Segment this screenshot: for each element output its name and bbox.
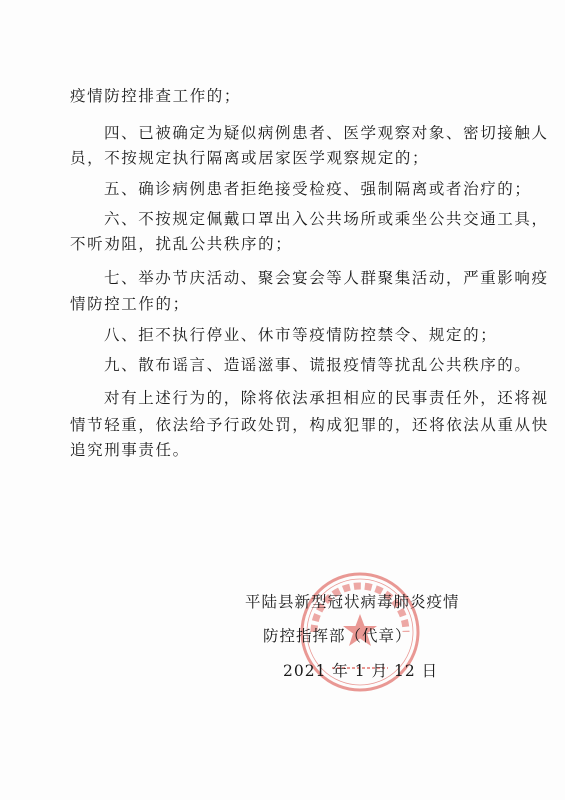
body-line-5: 六、不按规定佩戴口罩出入公共场所或乘坐公共交通工具， <box>104 210 549 228</box>
body-line-2: 四、已被确定为疑似病例患者、医学观察对象、密切接触人 <box>104 124 549 142</box>
signature-date: 2021 年 1 月 12 日 <box>283 662 439 680</box>
body-line-3: 员，不按规定执行隔离或居家医学观察规定的； <box>70 149 430 167</box>
body-line-7: 七、举办节庆活动、聚会宴会等人群聚集活动，严重影响疫 <box>104 269 549 287</box>
body-line-4: 五、确诊病例患者拒绝接受检疫、强制隔离或者治疗的； <box>104 180 532 198</box>
body-line-11: 对有上述行为的，除将依法承担相应的民事责任外，还将视 <box>104 389 549 407</box>
body-line-6: 不听劝阻，扰乱公共秩序的； <box>70 235 293 253</box>
body-line-1: 疫情防控排查工作的； <box>70 87 242 105</box>
signature-org-line-2: 防控指挥部（代章） <box>263 627 412 645</box>
body-line-10: 九、散布谣言、造谣滋事、谎报疫情等扰乱公共秩序的。 <box>104 356 532 374</box>
signature-org-line-1: 平陆县新型冠状病毒肺炎疫情 <box>245 593 460 611</box>
body-line-8: 情防控工作的； <box>70 295 190 313</box>
body-line-12: 情节轻重，依法给予行政处罚，构成犯罪的，还将依法从重从快 <box>70 416 549 434</box>
body-line-13: 追究刑事责任。 <box>70 441 190 459</box>
body-line-9: 八、拒不执行停业、休市等疫情防控禁令、规定的； <box>104 326 498 344</box>
